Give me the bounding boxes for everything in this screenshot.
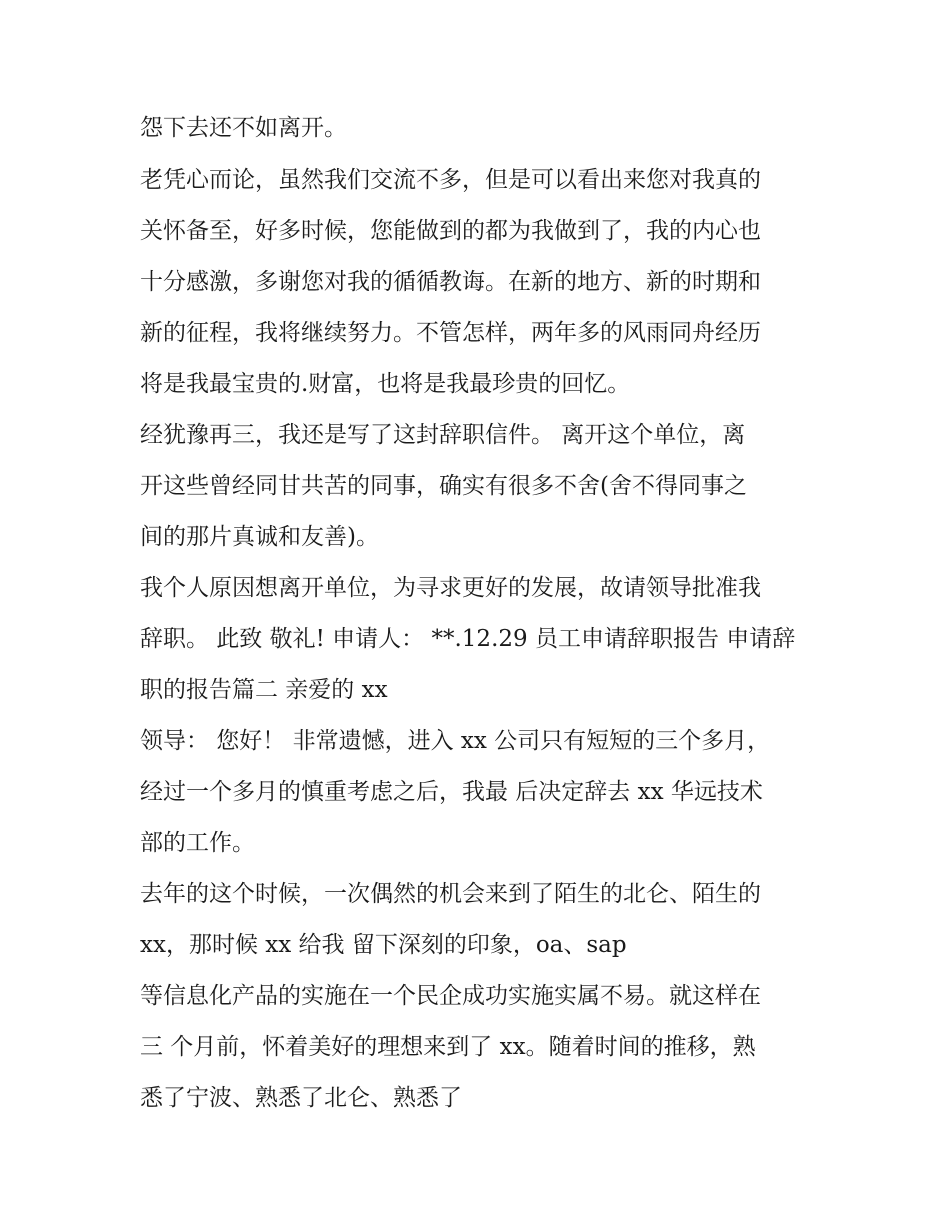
text-line: xx，那时候 xx 给我 留下深刻的印象，oa、sap (140, 932, 627, 958)
text-line: 去年的这个时候，一次偶然的机会来到了陌生的北仑、陌生的 (140, 881, 761, 907)
text-line: 等信息化产品的实施在一个民企成功实施实属不易。就这样在 (140, 983, 761, 1009)
text-line: 间的那片真诚和友善)。 (140, 524, 379, 550)
text-line: 我个人原因想离开单位，为寻求更好的发展，故请领导批准我 (140, 575, 761, 601)
text-line: 经犹豫再三，我还是写了这封辞职信件。 离开这个单位，离 (140, 422, 746, 448)
text-line: 将是我最宝贵的.财富，也将是我最珍贵的回忆。 (140, 371, 631, 397)
text-line: 悉了宁波、熟悉了北仑、熟悉了 (140, 1085, 462, 1111)
text-line: 怨下去还不如离开。 (140, 115, 347, 141)
text-line: 三 个月前，怀着美好的理想来到了 xx。随着时间的推移，熟 (140, 1034, 756, 1060)
text-line: 职的报告篇二 亲爱的 xx (140, 677, 388, 703)
text-line: 十分感激，多谢您对我的循循教诲。在新的地方、新的时期和 (140, 269, 761, 295)
text-line: 新的征程，我将继续努力。不管怎样，两年多的风雨同舟经历 (140, 320, 761, 346)
text-line: 关怀备至，好多时候，您能做到的都为我做到了，我的内心也 (140, 218, 761, 244)
text-line: 部的工作。 (140, 830, 255, 856)
text-line: 经过一个多月的慎重考虑之后，我最 后决定辞去 xx 华远技术 (140, 779, 763, 805)
text-line: 领导： 您好！ 非常遗憾，进入 xx 公司只有短短的三个多月， (140, 728, 771, 754)
text-line: 辞职。 此致 敬礼! 申请人： **.12.29 员工申请辞职报告 申请辞 (140, 626, 796, 652)
text-line: 开这些曾经同甘共苦的同事，确实有很多不舍(舍不得同事之 (140, 473, 747, 499)
text-line: 老凭心而论，虽然我们交流不多，但是可以看出来您对我真的 (140, 167, 761, 193)
